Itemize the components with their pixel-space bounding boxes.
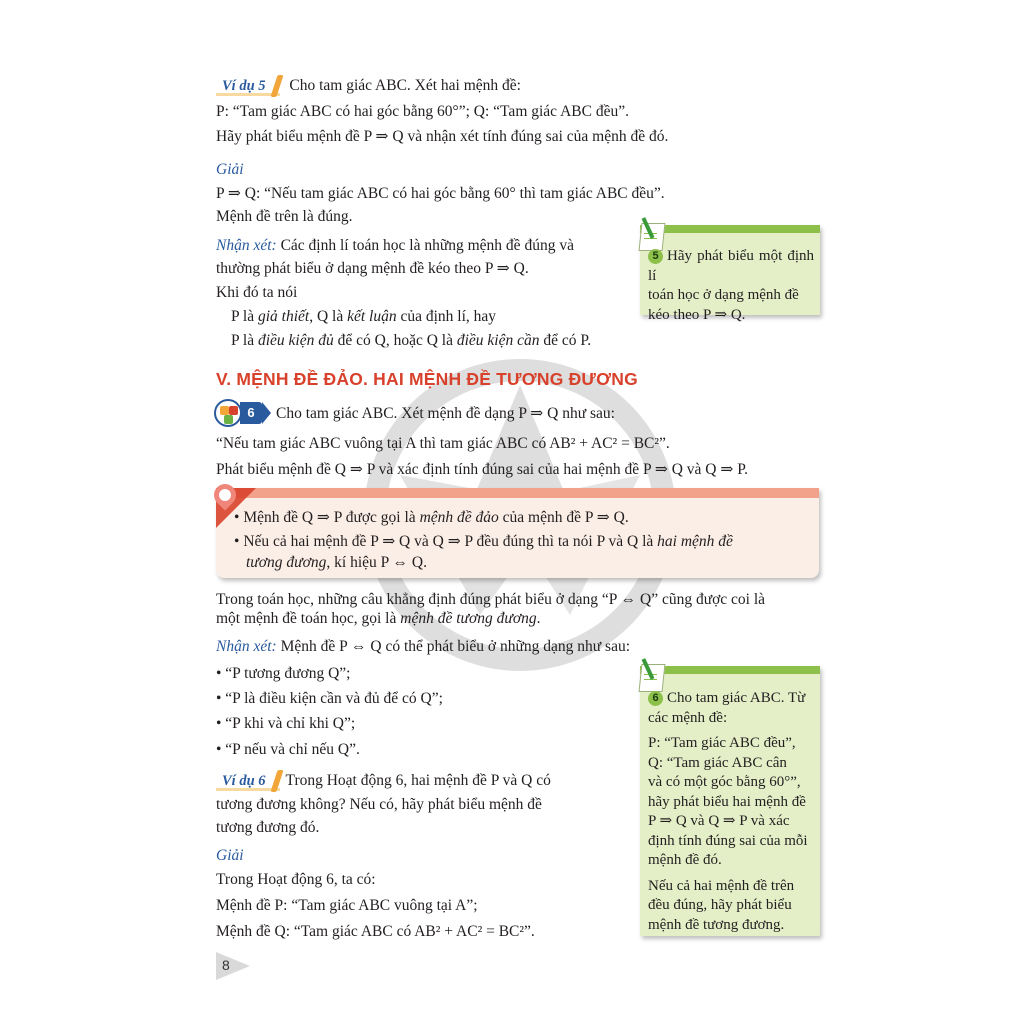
remark2-bullet-1: • “P tương đương Q”; [216,665,351,682]
example6-sol3: Mệnh đề Q: “Tam giác ABC có AB² + AC² = BC²”. [216,923,535,940]
remark2-bullet-4: • “P nếu và chỉ nếu Q”. [216,741,360,758]
example5-solution-label: Giải [216,161,244,178]
activity6-number: 6 [240,402,262,424]
practice5-text: 5 Hãy phát biểu một định lí toán học ở dạng mệnh đề kéo theo P ⇒ Q. [648,248,814,323]
section-heading: V. MỆNH ĐỀ ĐẢO. HAI MỆNH ĐỀ TƯƠNG ĐƯƠNG [216,369,638,389]
example5-propositions: P: “Tam giác ABC có hai góc bằng 60°”; Q: “Tam giác ABC đều”. [216,103,629,120]
example6-tag: Ví dụ 6 [216,771,280,791]
arrow-right-icon [262,402,271,424]
definition-box [216,488,819,578]
example6-line3: tương đương đó. [216,819,320,836]
activity6-badge [214,399,272,427]
example6-line2: tương đương không? Nếu có, hãy phát biểu mệnh đề [216,796,542,813]
activity6-line3: Phát biểu mệnh đề Q ⇒ P và xác định tính đúng sai của hai mệnh đề P ⇒ Q và Q ⇒ P. [216,461,749,478]
remark2-label: Nhận xét: [216,638,277,655]
example5-intro: Ví dụ 5 Cho tam giác ABC. Xét hai mệnh đề: [216,76,521,96]
example5-solution-line1: P ⇒ Q: “Nếu tam giác ABC có hai góc bằng 60° thì tam giác ABC đều”. [216,185,665,202]
remark2-bullet-3: • “P khi và chỉ khi Q”; [216,715,356,732]
example5-tag: Ví dụ 5 [216,76,280,96]
cubes-icon [214,399,242,427]
paragraph-line2: một mệnh đề toán học, gọi là mệnh đề tương đương. [216,610,541,627]
example6-sol1: Trong Hoạt động 6, ta có: [216,871,376,888]
remark2-intro: Nhận xét: Mệnh đề P ⇔ Q có thể phát biểu ở những dạng như sau: [216,638,631,655]
activity6-line2: “Nếu tam giác ABC vuông tại A thì tam giác ABC có AB² + AC² = BC²”. [216,435,670,452]
definition-bullet2-cont: tương đương, kí hiệu P ⇔ Q. [246,554,427,571]
paragraph-line1: Trong toán học, những câu khẳng định đúng phát biểu ở dạng “P ⇔ Q” cũng được coi là [216,591,766,608]
practice6-text: 6 Cho tam giác ABC. Từ các mệnh đề: P: “Tam giác ABC đều”, Q: “Tam giác ABC cân và có một góc bằng 60°”, hãy phát biểu hai mệnh đề P ⇒ Q và Q ⇒ P và xác định tính đúng sai của mỗi mệnh đề đó. Nếu cả hai mệnh đề trên đều đúng, hãy phát biểu mệnh đề tương đương. [648,690,808,933]
definition-bar [216,488,819,498]
activity6-line1: Cho tam giác ABC. Xét mệnh đề dạng P ⇒ Q như sau: [276,405,615,422]
remark1-line1: Nhận xét: Các định lí toán học là những mệnh đề đúng và [216,237,574,254]
practice5-box [640,225,820,323]
remark1-line4: P là giả thiết, Q là kết luận của định lí, hay [231,308,497,325]
remark1-line2: thường phát biểu ở dạng mệnh đề kéo theo P ⇒ Q. [216,260,529,277]
practice6-number: 6 [648,691,663,706]
example6-line1: Ví dụ 6 Trong Hoạt động 6, hai mệnh đề P và Q có [216,771,551,791]
remark1-line3: Khi đó ta nói [216,284,298,301]
page-number: 8 [216,952,250,980]
definition-bullet1: • Mệnh đề Q ⇒ P được gọi là mệnh đề đảo của mệnh đề P ⇒ Q. [234,509,629,526]
practice5-number: 5 [648,249,663,264]
example6-solution-label: Giải [216,847,244,864]
example5-solution-line2: Mệnh đề trên là đúng. [216,208,353,225]
remark1-line5: P là điều kiện đủ để có Q, hoặc Q là điều kiện cần để có P. [231,332,592,349]
example5-task: Hãy phát biểu mệnh đề P ⇒ Q và nhận xét tính đúng sai của mệnh đề đó. [216,128,669,145]
remark1-label: Nhận xét: [216,237,277,254]
remark2-bullet-2: • “P là điều kiện cần và đủ để có Q”; [216,690,443,707]
practice6-box [640,666,820,936]
definition-bullet2: • Nếu cả hai mệnh đề P ⇒ Q và Q ⇒ P đều đúng thì ta nói P và Q là hai mệnh đề [234,533,733,550]
example6-sol2: Mệnh đề P: “Tam giác ABC vuông tại A”; [216,897,478,914]
